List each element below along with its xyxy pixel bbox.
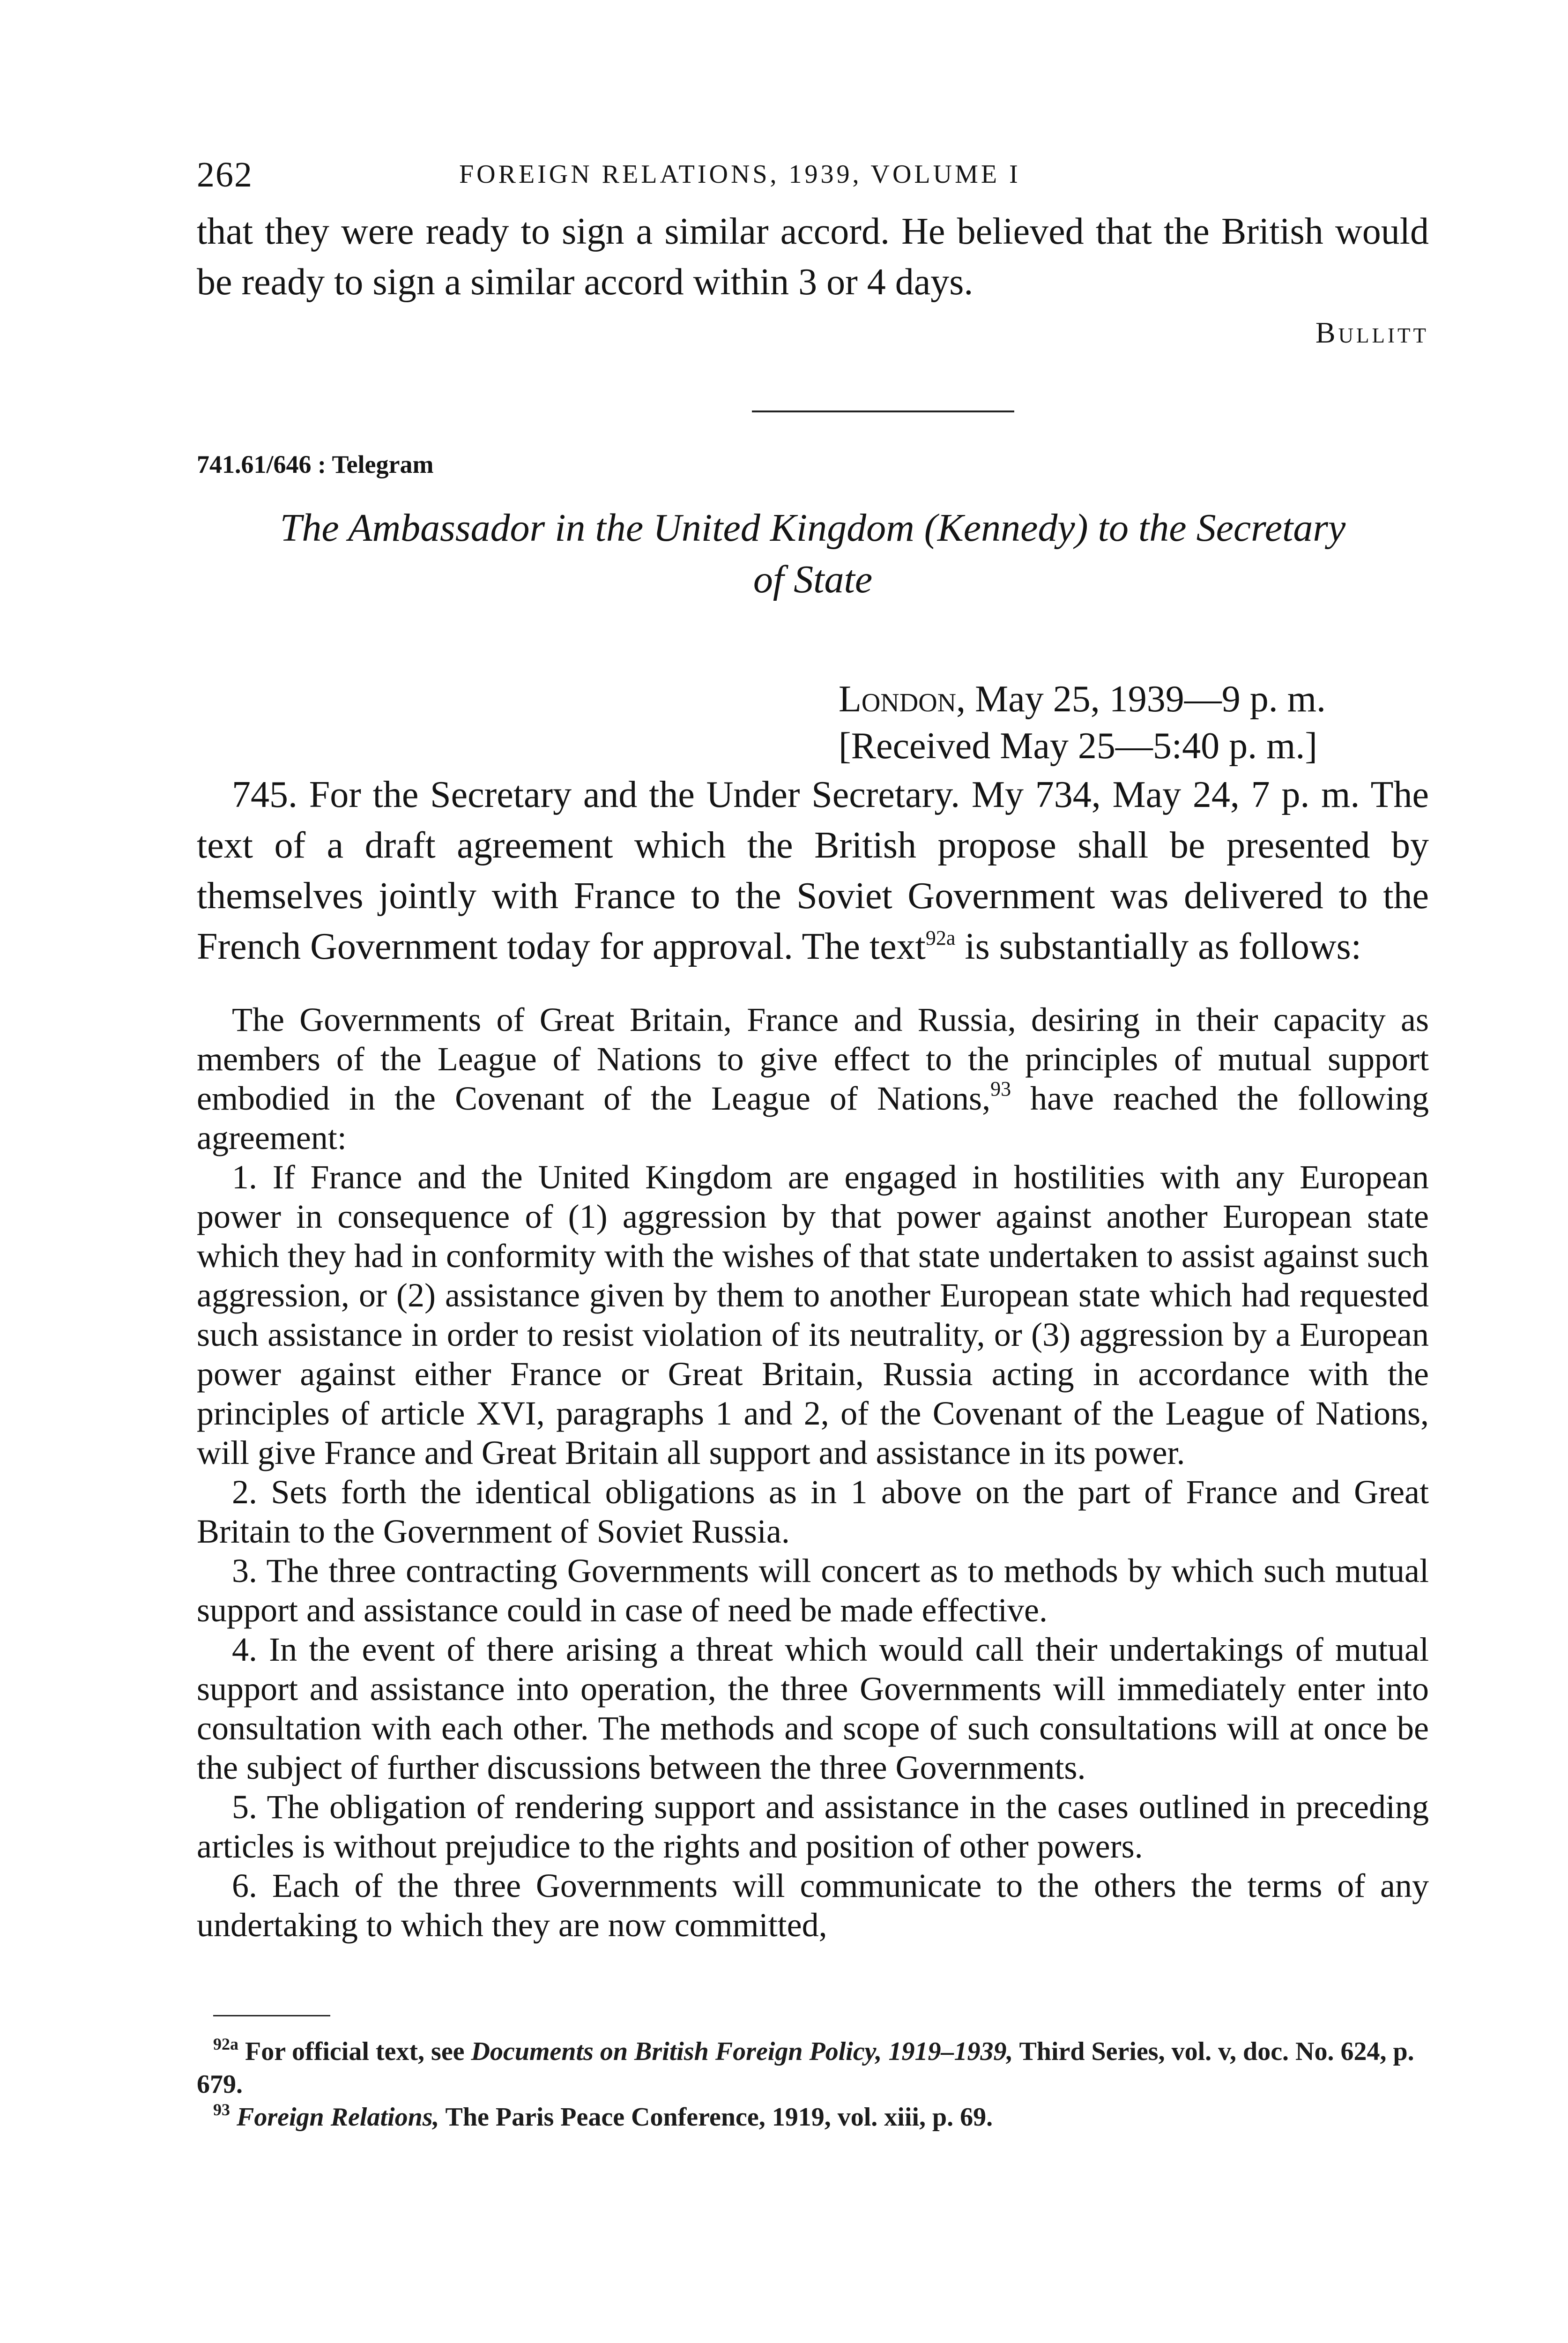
document-page	[197, 155, 1429, 2134]
file-reference: 741.61/646 : Telegram	[197, 450, 434, 478]
preamble-text-end: have reached the following agreement:	[197, 1080, 1429, 1157]
agreement-text	[197, 1000, 1429, 1945]
intro-text: 745. For the Secretary and the Under Secretary. My 734, May 24, 7 p. m. The text of a draft agreement which the British propose shall be presented by themselves jointly with France to the Soviet Government was delivered to the French Government today for approval. The text	[197, 774, 1429, 967]
footnote-93	[197, 2101, 1429, 2134]
footnote-text-end: Third Series, vol. v, doc. No. 624, p. 679.	[197, 2037, 1414, 2099]
running-title: FOREIGN RELATIONS, 1939, VOLUME I	[459, 160, 1021, 189]
agreement-article-3: 3. The three contracting Governments will concert as to methods by which such mutual support and assistance could in case of need be made effective.	[197, 1552, 1429, 1629]
footnotes	[197, 2035, 1429, 2134]
dateline-place-date	[839, 676, 1429, 723]
footnote-92a	[197, 2035, 1429, 2101]
footnote-text-end: The Paris Peace Conference, 1919, vol. xiii, p. 69.	[439, 2103, 993, 2132]
running-header	[197, 155, 1429, 206]
document-title: The Ambassador in the United Kingdom (Kennedy) to the Secretary of State	[280, 506, 1346, 601]
footnote-mark: 92a	[213, 2035, 238, 2053]
footnote-text: For official text, see	[238, 2037, 471, 2066]
footnote-italic-title: Foreign Relations,	[237, 2103, 439, 2132]
dateline	[197, 676, 1429, 769]
footnote-text	[230, 2103, 237, 2132]
continuation-paragraph: that they were ready to sign a similar accord. He believed that the British would be ready to sign a similar accord within 3 or 4 days.	[197, 211, 1429, 303]
agreement-article-4: 4. In the event of there arising a threat which would call their undertakings of mutual support and assistance into operation, the three Governments will immediately enter into consultation with each other. The methods and scope of such consultations will at once be the subject of further discussions between the three Governments.	[197, 1631, 1429, 1786]
page-number: 262	[197, 155, 253, 194]
footnote-ref-93: 93	[990, 1077, 1011, 1100]
agreement-article-1: 1. If France and the United Kingdom are engaged in hostilities with any European power in consequence of (1) aggression by that power against another European state which they had in conformity with the wishes of that state undertaken to assist against such aggression, or (2) assistance given by them to another European state which had requested such assistance in order to resist violation of its neutrality, or (3) aggression by a European power against either France or Great Britain, Russia acting in accordance with the principles of article XVI, paragraphs 1 and 2, of the Covenant of the League of Nations, will give France and Great Britain all support and assistance in its power.	[197, 1158, 1429, 1471]
dateline-place: London,	[839, 679, 966, 720]
footnote-ref-92a: 92a	[925, 926, 956, 949]
agreement-preamble	[197, 1000, 1429, 1157]
agreement-article-2: 2. Sets forth the identical obligations as in 1 above on the part of France and Great Britain to the Government of Soviet Russia.	[197, 1473, 1429, 1550]
telegram-intro	[197, 769, 1429, 972]
signature: Bullitt	[1315, 316, 1429, 349]
agreement-article-5: 5. The obligation of rendering support and assistance in the cases outlined in preceding articles is without prejudice to the rights and position of other powers.	[197, 1788, 1429, 1865]
agreement-article-6: 6. Each of the three Governments will communicate to the others the terms of any undertaking to which they are now committed,	[197, 1867, 1429, 1944]
footnote-divider	[213, 2015, 330, 2016]
preamble-text: The Governments of Great Britain, France and Russia, desiring in their capacity as members of the League of Nations to give effect to the principles of mutual support embodied in the Covenant of the League of Nations,	[197, 1001, 1429, 1117]
footnote-mark: 93	[213, 2100, 230, 2119]
intro-text-end: is substantially as follows:	[955, 926, 1361, 967]
section-divider	[752, 410, 1014, 412]
footnote-italic-title: Documents on British Foreign Policy, 1919–1939,	[471, 2037, 1013, 2066]
received-line: [Received May 25—5:40 p. m.]	[839, 725, 1317, 767]
dateline-date: May 25, 1939—9 p. m.	[975, 679, 1326, 720]
